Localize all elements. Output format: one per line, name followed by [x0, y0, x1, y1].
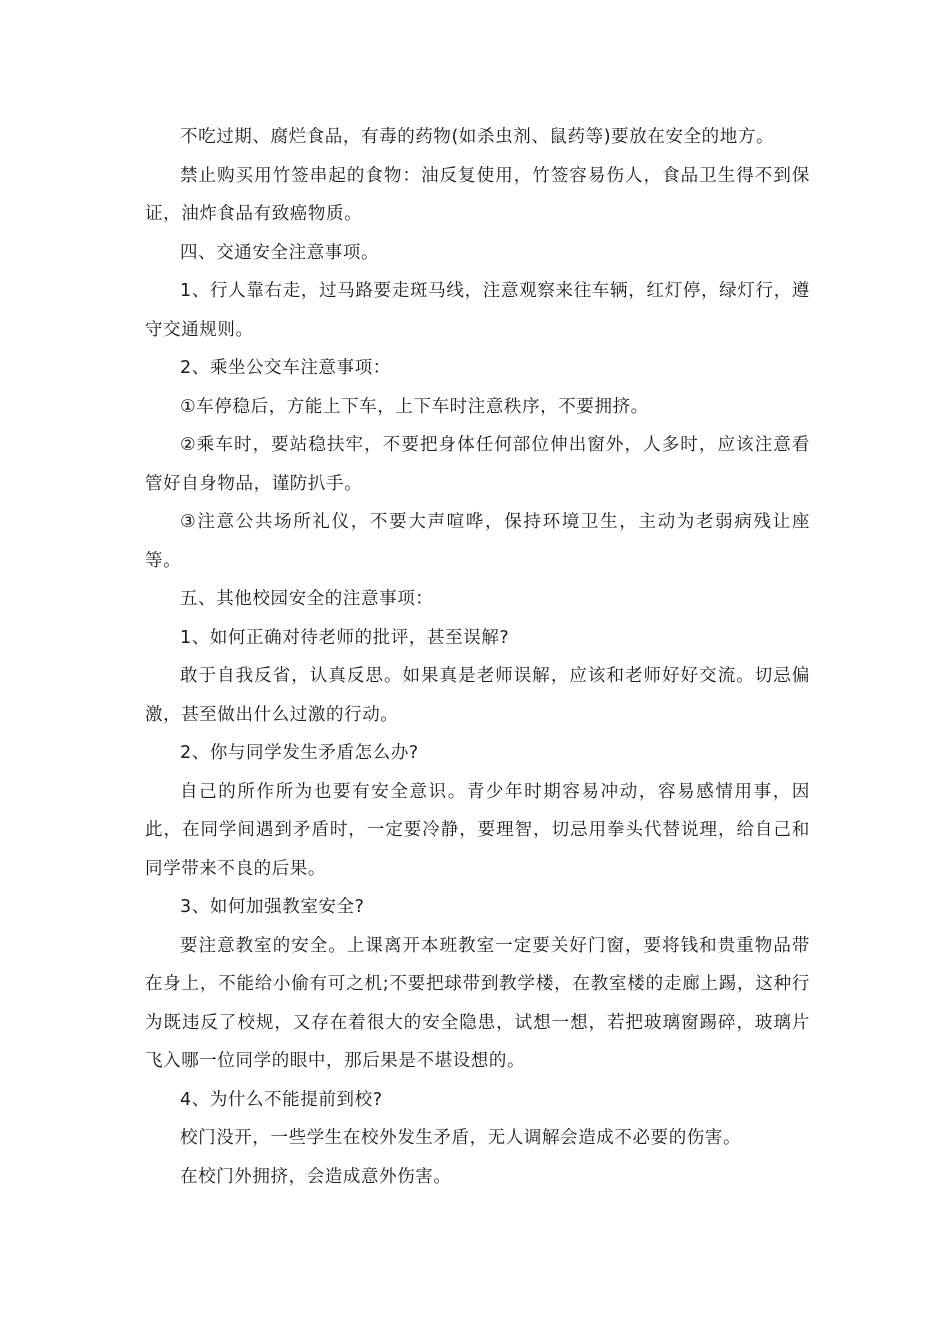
- answer-early-arrival-2: 在校门外拥挤，会造成意外伤害。: [180, 1166, 452, 1187]
- answer-early-arrival-1: 校门没开，一些学生在校外发生矛盾，无人调解会造成不必要的伤害。: [180, 1128, 742, 1148]
- answer-teacher-criticism: 敢于自我反省，认真反思。如果真是老师误解，应该和老师好好交流。切忌偏激，甚至做出什么过激的行动。: [145, 666, 810, 725]
- section-heading-campus-safety: 五、其他校园安全的注意事项：: [180, 589, 434, 609]
- question-classroom-safety: 3、如何加强教室安全?: [180, 897, 365, 917]
- answer-classmate-conflict: 自己的所作所为也要有安全意识。青少年时期容易冲动，容易感情用事，因此，在同学间遇到矛盾时，一定要冷静，要理智，切忌用拳头代替说理，给自己和同学带来不良的后果。: [145, 781, 810, 879]
- paragraph-bus-note-2: ②乘车时，要站稳扶牢，不要把身体任何部位伸出窗外，人多时，应该注意看管好自身物品，谨防扒手。: [145, 435, 810, 494]
- question-classmate-conflict: 2、你与同学发生矛盾怎么办?: [180, 743, 419, 763]
- paragraph-expired-food: 不吃过期、腐烂食品，有毒的药物(如杀虫剂、鼠药等)要放在安全的地方。: [180, 127, 775, 147]
- document-body: [145, 118, 810, 1196]
- paragraph-bus-notes-title: 2、乘坐公交车注意事项：: [180, 358, 391, 378]
- paragraph-pedestrian-rules: 1、行人靠右走，过马路要走斑马线，注意观察来往车辆，红灯停，绿灯行，遵守交通规则。: [145, 281, 810, 340]
- paragraph-skewer-food: 禁止购买用竹签串起的食物：油反复使用，竹签容易伤人，食品卫生得不到保证，油炸食品有致癌物质。: [145, 165, 810, 224]
- answer-classroom-safety: 要注意教室的安全。上课离开本班教室一定要关好门窗，要将钱和贵重物品带在身上，不能给小偷有可之机;不要把球带到教学楼，在教室楼的走廊上踢，这种行为既违反了校规，又存在着很大的安全隐患，试想一想，若把玻璃窗踢碎，玻璃片飞入哪一位同学的眼中，那后果是不堪设想的。: [145, 935, 810, 1071]
- section-heading-traffic-safety: 四、交通安全注意事项。: [180, 242, 380, 263]
- paragraph-bus-note-1: ①车停稳后，方能上下车，上下车时注意秩序，不要拥挤。: [180, 396, 649, 417]
- question-teacher-criticism: 1、如何正确对待老师的批评，甚至误解?: [180, 627, 510, 648]
- paragraph-bus-note-3: ③注意公共场所礼仪，不要大声喧哗，保持环境卫生，主动为老弱病残让座等。: [145, 512, 810, 571]
- question-early-arrival: 4、为什么不能提前到校?: [180, 1089, 383, 1110]
